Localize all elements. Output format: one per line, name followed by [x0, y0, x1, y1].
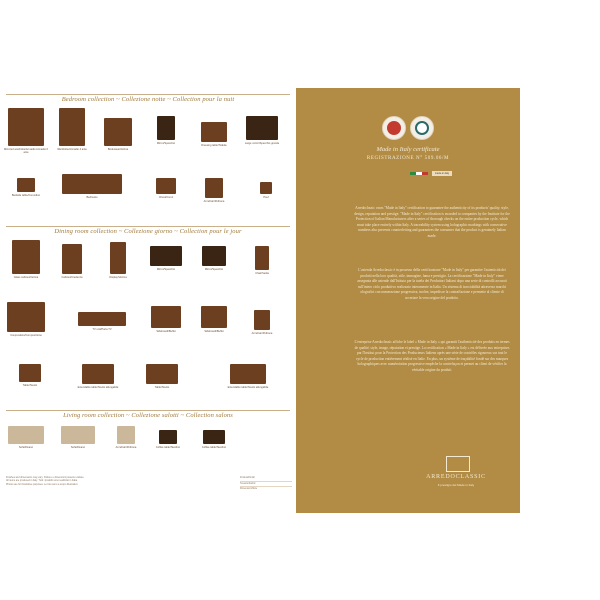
item-caption: Sofa/Divano	[18, 446, 34, 449]
living-item[interactable]	[4, 426, 48, 449]
bed-image	[62, 174, 122, 194]
large-mirror-image	[246, 116, 278, 140]
cabinet-image	[62, 244, 82, 274]
armchair-image	[254, 310, 270, 330]
item-caption: Sideboard/Buffet	[204, 330, 224, 333]
tv-unit-image	[78, 312, 126, 326]
coffee-table-image	[203, 430, 225, 444]
item-caption: Mirror/Specchio	[156, 142, 176, 145]
certificate-paragraph-fr: L'entreprise Arredoclassic affiche le label « Made in Italy » qui garantit l'authenticité des produits en termes de qualité, style, image, réputation et prestige. La certification « Made in Italy » est délivrée aux entreprises par l'Institut pour la Protection des Producteurs Italiens après une série de contrôles rigoureux sur tout le cycle de production entièrement réalisé en Italie. En plus, un système de traçabilité fondé sur des marques holographiques avec numérotation progressive empêche la contrefaçon et permet au client de vérifier la véritable origine du produit.	[354, 340, 510, 372]
living-item[interactable]	[146, 430, 190, 449]
seal-emblem-icon	[387, 121, 401, 135]
certificate-paragraph-en: Arredoclassic owns "Made in Italy" certification to guarantee the authenticity of its products' quality, style, design, reputation and prestige. "Made in Italy" certification is awarded to companies by the Institute for the Protection of Italian Manufacturers after a series of thorough checks on the entire production cycle, which must take place entirely within Italy. A traceability system using holographic markings with consecutive numbers also prevents counterfeiting and guarantees the consumer that the product is genuinely Italian made.	[354, 206, 510, 238]
bedside-table-image	[17, 178, 35, 192]
dining-item[interactable]	[144, 246, 188, 271]
mirror-image	[202, 246, 226, 266]
dining-item[interactable]	[4, 302, 48, 337]
item-caption: Armchair/Poltrona	[115, 446, 137, 449]
armchair-image	[205, 178, 223, 198]
bedroom-item[interactable]	[4, 108, 48, 154]
item-caption: Mirrored wardrobe/Armadio Armadio 6 ante	[4, 148, 48, 155]
dining-item[interactable]	[4, 240, 48, 279]
bedroom-item[interactable]	[96, 118, 140, 151]
item-caption: Large mirror/Specchio grande	[244, 142, 280, 145]
item-caption: Pouf	[263, 196, 269, 199]
bedroom-item[interactable]	[240, 116, 284, 145]
mirror-image	[150, 246, 182, 266]
certification-badge-icon	[410, 116, 434, 140]
sofa-image	[8, 426, 44, 444]
living-item[interactable]	[192, 430, 236, 449]
item-caption: Coffee table/Tavolino	[155, 446, 181, 449]
item-caption: Chest/Comò	[158, 196, 174, 199]
footnote: Finishes and dimensions may vary. Finiture e dimensioni possono variare.	[6, 476, 85, 479]
item-caption: Extendable table/Tavolo allungabile	[77, 386, 119, 389]
divider	[6, 226, 290, 227]
bedroom-item[interactable]	[60, 174, 124, 199]
footnote: All items are produced in Italy. Tutti i prodotti sono realizzati in Italia.	[6, 479, 78, 483]
sideboard-image	[151, 306, 181, 328]
item-caption: Armchair/Poltrona	[203, 200, 225, 203]
glass-cabinet-image	[12, 240, 40, 274]
wardrobe-image	[8, 108, 44, 146]
catalog-page	[0, 88, 296, 513]
item-caption: Extendable table/Tavolo allungabile	[227, 386, 269, 389]
living-item[interactable]	[104, 426, 148, 449]
footnote: Photos are for illustrative purposes. Le foto sono a scopo illustrativo.	[6, 482, 79, 486]
badge-emblem-icon	[415, 121, 429, 135]
dining-item[interactable]	[8, 364, 52, 387]
item-caption: Bed/Letto	[86, 196, 98, 199]
certificate-title: Made in Italy certificate	[376, 146, 440, 153]
living-item[interactable]	[56, 426, 100, 449]
bookcase-image	[104, 118, 132, 146]
brand-tagline: Il prestigio del Made in Italy	[437, 483, 475, 487]
bedroom-item[interactable]	[244, 182, 288, 199]
living-section-title: Living room collection ~ Collezione salotti ~ Collection salons	[63, 412, 233, 419]
dining-item[interactable]	[220, 364, 276, 389]
dining-item[interactable]	[70, 364, 126, 389]
bedroom-item[interactable]	[50, 108, 94, 151]
item-caption: Dressing table/Toilette	[201, 144, 227, 147]
item-caption: Wardrobe/Armadio 4 ante	[57, 148, 87, 151]
coffee-table-image	[159, 430, 177, 444]
bedroom-item[interactable]	[192, 178, 236, 203]
table-image	[146, 364, 178, 384]
bedroom-item[interactable]	[192, 122, 236, 147]
wardrobe-image	[59, 108, 85, 146]
registration-number: REGISTRAZIONE N° 509.06/M	[366, 156, 450, 161]
item-caption: Table/Tavolo	[154, 386, 170, 389]
footnotes	[6, 476, 226, 486]
item-caption: Coffee table/Tavolino	[201, 446, 227, 449]
chest-image	[156, 178, 176, 194]
brand-name: ARREDOCLASSIC	[426, 474, 486, 480]
divider	[6, 410, 290, 411]
dining-item[interactable]	[50, 244, 94, 279]
item-caption: TV unit/Porta TV	[92, 328, 112, 331]
dining-item[interactable]	[240, 246, 284, 275]
legend-item: Dimensioni/Size	[240, 487, 258, 490]
sofa-image	[61, 426, 95, 444]
dining-item[interactable]	[76, 312, 128, 331]
item-caption: Glass cabinet/Vetrina	[13, 276, 39, 279]
dining-item[interactable]	[96, 242, 140, 279]
italian-flag-icon	[410, 172, 428, 175]
item-caption: Composition/Composizione	[10, 334, 42, 337]
dining-section-title: Dining room collection ~ Collezione giorno ~ Collection pour le jour	[54, 228, 242, 235]
extendable-table-image	[82, 364, 114, 384]
dining-item[interactable]	[240, 310, 284, 335]
item-caption: Mirror/Specchio	[204, 268, 224, 271]
item-caption: Bookcase/Vetrina	[107, 148, 129, 151]
dressing-table-image	[201, 122, 227, 142]
bedroom-item[interactable]	[144, 178, 188, 199]
item-caption: Sofa/Divano	[70, 446, 86, 449]
certificate-paragraph-it: L'azienda Arredoclassic è in possesso della certificazione "Made in Italy" per garantire l'autenticità dei prodotti nella loro qualità, stile, immagine, fama e prestigio. La certificazione "Made in Italy" viene assegnata alle aziende dall'Istituto per la tutela dei Produttori Italiani dopo una serie di controlli accurati sull'intero ciclo produttivo realizzato interamente in Italia. Un sistema di tracciabilità attraverso marchi olografici con numerazione progressiva, inoltre, impedisce la contraffazione e permette al cliente di accertare la vera origine del prodotto.	[357, 268, 507, 300]
certificate-site-label: made-in-italy	[432, 171, 452, 176]
legend	[240, 476, 292, 492]
sideboard-image	[201, 306, 227, 328]
brand-logo-icon	[446, 456, 470, 472]
divider	[6, 94, 290, 95]
dining-item[interactable]	[192, 306, 236, 333]
display-image	[110, 242, 126, 274]
extendable-table-image	[230, 364, 266, 384]
pouf-image	[260, 182, 272, 194]
item-caption: Display/Vetrina	[109, 276, 127, 279]
legend-item: Finitura/Finish	[240, 476, 292, 482]
armchair-image	[117, 426, 135, 444]
bedroom-item[interactable]	[4, 178, 48, 197]
item-caption: Cabinet/Credenza	[61, 276, 83, 279]
dining-item[interactable]	[144, 306, 188, 333]
bedroom-section-title: Bedroom collection ~ Collezione notte ~ Collection pour la nuit	[61, 96, 235, 103]
composition-image	[7, 302, 45, 332]
mirror-image	[157, 116, 175, 140]
item-caption: Chair/Sedia	[255, 272, 269, 275]
chair-image	[255, 246, 269, 270]
legend-item: Tessuto/Fabric	[240, 482, 292, 488]
dining-item[interactable]	[140, 364, 184, 389]
item-caption: Sideboard/Buffet	[156, 330, 176, 333]
item-caption: Table/Tavolo	[22, 384, 38, 387]
item-caption: Armchair/Poltrona	[251, 332, 273, 335]
certification-seal-icon	[382, 116, 406, 140]
item-caption: Mirror/Specchio	[156, 268, 176, 271]
certificate-page	[296, 88, 520, 513]
table-image	[19, 364, 41, 382]
bedroom-item[interactable]	[144, 116, 188, 145]
dining-item[interactable]	[192, 246, 236, 271]
item-caption: Bedside table/Comodino	[11, 194, 41, 197]
